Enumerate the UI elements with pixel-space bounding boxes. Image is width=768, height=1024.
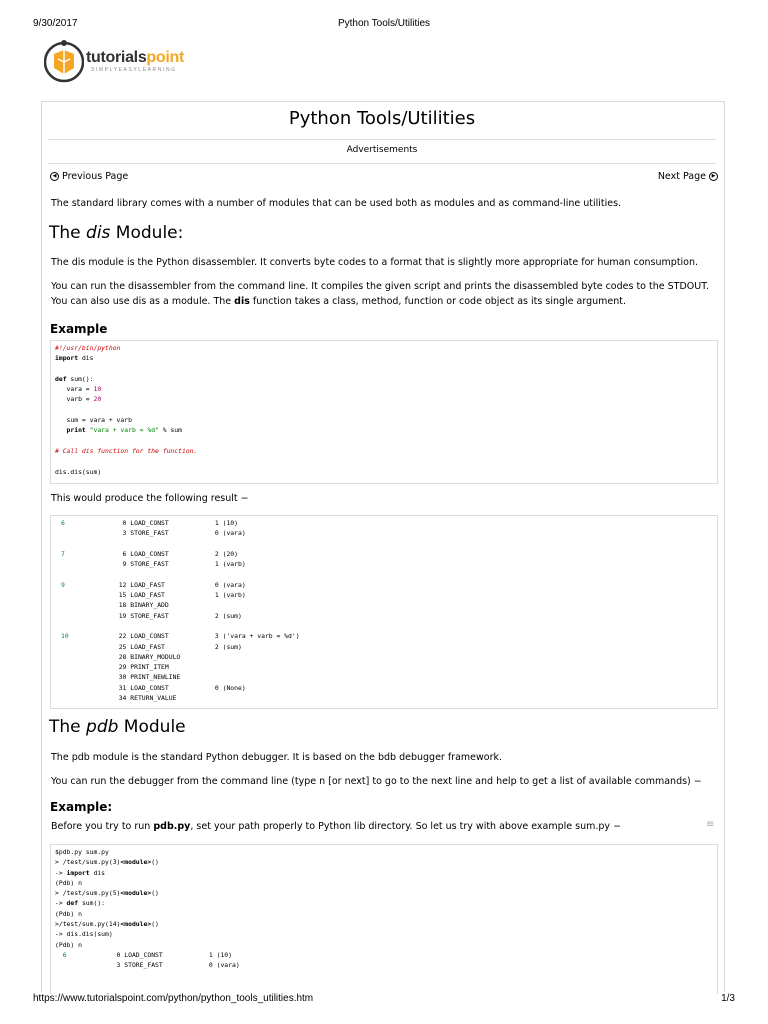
bytecode-offset: 19 <box>107 611 131 620</box>
print-title: Python Tools/Utilities <box>337 18 431 29</box>
code-block-pdb-output[interactable] <box>50 844 718 994</box>
line-number: 10 <box>61 632 108 641</box>
operand: 0 (vara) <box>208 961 240 970</box>
bytecode-offset: 3 <box>101 961 125 970</box>
line-number <box>61 643 107 651</box>
line-number: 7 <box>61 549 108 558</box>
pdb-l2-a: > /test/sum.py(3) <box>55 858 121 867</box>
dis-p2-a: You can run the disassembler from the command line. It compiles the given script and prints the disassembled byte codes to the STDOUT. You can also use dis as a module. The <box>51 281 709 307</box>
next-page-link[interactable] <box>658 171 718 182</box>
print-footer <box>0 993 768 1007</box>
pdb-example-heading: Example: <box>50 800 113 814</box>
code-varb: varb = <box>55 395 94 404</box>
circle-arrow-left-icon: ◀ <box>50 172 59 181</box>
bytecode-offset: 18 <box>107 601 131 610</box>
site-logo[interactable] <box>44 38 244 88</box>
pdb-paragraph-1: The pdb module is the standard Python debugger. It is based on the bdb debugger framework. <box>51 752 503 763</box>
pdb-l7: (Pdb) n <box>55 909 82 918</box>
pdb-l3-b: dis <box>89 868 106 877</box>
bytecode-offset: 9 <box>107 560 131 569</box>
operand: 1 (10) <box>208 950 233 959</box>
pdb-paragraph-2: You can run the debugger from the command line (type n [or next] to go to the next line and help to get a list of available commands) − <box>51 776 702 787</box>
opcode: RETURN_VALUE <box>130 694 215 703</box>
bytecode-offset: 6 <box>107 549 131 558</box>
bytecode-offset: 0 <box>101 950 125 959</box>
operand: 2 (sum) <box>214 642 242 651</box>
pdb-heading <box>49 717 186 737</box>
line-number <box>61 684 107 692</box>
dis-heading-post: Module: <box>110 223 184 243</box>
line-number <box>55 961 101 969</box>
operand: 2 (sum) <box>214 611 242 620</box>
pdb-l6-a: -> <box>55 899 67 908</box>
pdb-p3-b: pdb.py <box>153 821 191 832</box>
opcode: BINARY_ADD <box>130 601 215 610</box>
print-url: https://www.tutorialspoint.com/python/python_tools_utilities.htm <box>33 993 314 1004</box>
code-kw-import: import <box>55 354 79 363</box>
pdb-l5-b: <module> <box>120 889 152 898</box>
pdb-heading-post: Module <box>118 717 186 737</box>
code-call: dis.dis(sum) <box>55 467 102 476</box>
advertisements-label: Advertisements <box>48 140 716 164</box>
pdb-l8-a: >/test/sum.py(14) <box>55 920 121 929</box>
previous-page-label: Previous Page <box>62 171 129 182</box>
line-number <box>61 663 107 671</box>
opcode: LOAD_FAST <box>130 580 215 589</box>
logo-icon <box>44 38 84 84</box>
next-page-label: Next Page <box>657 171 706 182</box>
menu-lines-icon[interactable]: ≡ <box>706 819 715 830</box>
code-def-rest: sum(): <box>66 374 94 383</box>
pdb-paragraph-3 <box>51 819 691 834</box>
print-header <box>0 18 768 32</box>
opcode: STORE_FAST <box>130 560 215 569</box>
bytecode-offset: 22 <box>107 632 131 641</box>
line-number <box>61 529 107 537</box>
opcode: LOAD_FAST <box>130 591 215 600</box>
bytecode-offset: 30 <box>107 673 131 682</box>
result-intro: This would produce the following result − <box>51 493 249 504</box>
line-number <box>61 653 107 661</box>
code-block-dis-output[interactable] <box>50 515 718 709</box>
pdb-result-rows <box>55 951 240 969</box>
pdb-l3-kw: import <box>66 868 90 877</box>
opcode: LOAD_CONST <box>130 632 215 641</box>
operand: 1 (varb) <box>214 560 246 569</box>
line-number <box>61 560 107 568</box>
opcode: LOAD_CONST <box>130 549 215 558</box>
line-number <box>61 612 107 620</box>
dis-p2-b: dis <box>234 296 250 307</box>
print-page-number: 1/3 <box>721 993 735 1004</box>
pdb-l8-b: <module> <box>120 920 152 929</box>
circle-arrow-right-icon: ▶ <box>709 172 718 181</box>
code-kw-def: def <box>55 374 67 383</box>
bytecode-offset: 15 <box>107 591 131 600</box>
dis-paragraph-1: The dis module is the Python disassembler. It converts byte codes to a format that is slightly more appropriate for human consumption. <box>51 257 699 268</box>
opcode: LOAD_CONST <box>124 950 209 959</box>
code-comment: # Call dis function for the function. <box>55 446 198 455</box>
page-title: Python Tools/Utilities <box>288 108 476 129</box>
operand: 0 (vara) <box>214 580 246 589</box>
pdb-l1: $pdb.py sum.py <box>55 848 109 856</box>
intro-paragraph: The standard library comes with a number of modules that can be used both as modules and as command-line utilities. <box>51 198 622 209</box>
bytecode-offset: 3 <box>107 529 131 538</box>
logo-word-1: tutorials <box>86 49 147 66</box>
pdb-l5-c: () <box>151 889 159 898</box>
code-shebang: #!/usr/bin/python <box>55 344 121 352</box>
code-print-rest: % sum <box>158 426 182 435</box>
pdb-heading-pre: The <box>49 717 87 737</box>
pdb-l4: (Pdb) n <box>55 878 82 887</box>
dis-heading-pre: The <box>49 223 87 243</box>
pdb-l2-c: () <box>151 858 159 867</box>
line-number <box>61 673 107 681</box>
code-import-rest: dis <box>78 354 94 363</box>
pdb-l6-b: sum(): <box>78 899 106 908</box>
previous-page-link[interactable] <box>50 171 128 182</box>
code-kw-print: print <box>66 426 86 435</box>
operand: 3 ('vara + varb = %d') <box>214 632 300 641</box>
bytecode-offset: 31 <box>107 683 131 692</box>
logo-wordmark <box>86 49 184 67</box>
opcode: LOAD_CONST <box>130 683 215 692</box>
code-print-indent <box>55 426 67 434</box>
operand: 0 (vara) <box>214 529 246 538</box>
content-frame <box>41 101 725 992</box>
pdb-p3-a: Before you try to run <box>51 821 154 832</box>
example-heading: Example <box>50 322 108 336</box>
bytecode-offset: 0 <box>107 519 131 527</box>
opcode: BINARY_MODULO <box>130 652 215 661</box>
line-number: 6 <box>55 950 102 959</box>
bytecode-offset: 29 <box>107 663 131 672</box>
dis-heading-em: dis <box>86 223 111 243</box>
line-number <box>61 694 107 702</box>
pdb-l2-b: <module> <box>120 858 152 867</box>
pdb-heading-em: pdb <box>86 717 119 737</box>
title-box <box>48 103 716 140</box>
opcode: PRINT_ITEM <box>130 663 215 672</box>
pdb-l5-a: > /test/sum.py(5) <box>55 889 121 898</box>
operand: 0 (None) <box>214 683 246 692</box>
pdb-l10: (Pdb) n <box>55 940 82 949</box>
dis-p2-c: function takes a class, method, function or code object as its single argument. <box>249 296 626 307</box>
pdb-l3-a: -> <box>55 868 67 877</box>
code-block-example[interactable] <box>50 340 718 484</box>
operand: 1 (10) <box>214 519 239 527</box>
pdb-l9: -> dis.dis(sum) <box>55 930 113 939</box>
line-number <box>61 601 107 609</box>
code-print-string: "vara + varb = %d" <box>85 426 159 435</box>
code-vara-num: 10 <box>93 385 102 394</box>
opcode: STORE_FAST <box>130 529 215 538</box>
dis-paragraph-2 <box>51 279 717 309</box>
pdb-p3-c: , set your path properly to Python lib directory. So let us try with above example sum.py − <box>190 821 622 832</box>
line-number: 9 <box>61 580 108 589</box>
code-vara: vara = <box>55 385 94 394</box>
bytecode-offset: 28 <box>107 652 131 661</box>
line-number <box>61 591 107 599</box>
opcode: LOAD_CONST <box>130 519 215 527</box>
bytecode-offset: 34 <box>107 694 131 703</box>
opcode: STORE_FAST <box>124 961 209 970</box>
opcode: PRINT_NEWLINE <box>130 673 215 682</box>
opcode: STORE_FAST <box>130 611 215 620</box>
operand: 2 (20) <box>214 549 239 558</box>
logo-tagline: SIMPLYEASYLEARNING <box>91 67 177 73</box>
code-varb-num: 20 <box>93 395 102 404</box>
code-sum-line: sum = vara + varb <box>55 416 132 425</box>
pdb-l8-c: () <box>151 920 159 929</box>
bytecode-offset: 12 <box>107 580 131 589</box>
line-number: 6 <box>61 519 108 527</box>
pdb-l6-kw: def <box>66 899 79 908</box>
dis-heading <box>49 223 183 243</box>
operand: 1 (varb) <box>214 591 246 600</box>
logo-word-2: point <box>146 49 185 66</box>
opcode: LOAD_FAST <box>130 642 215 651</box>
print-date: 9/30/2017 <box>33 18 78 29</box>
bytecode-offset: 25 <box>107 642 131 651</box>
